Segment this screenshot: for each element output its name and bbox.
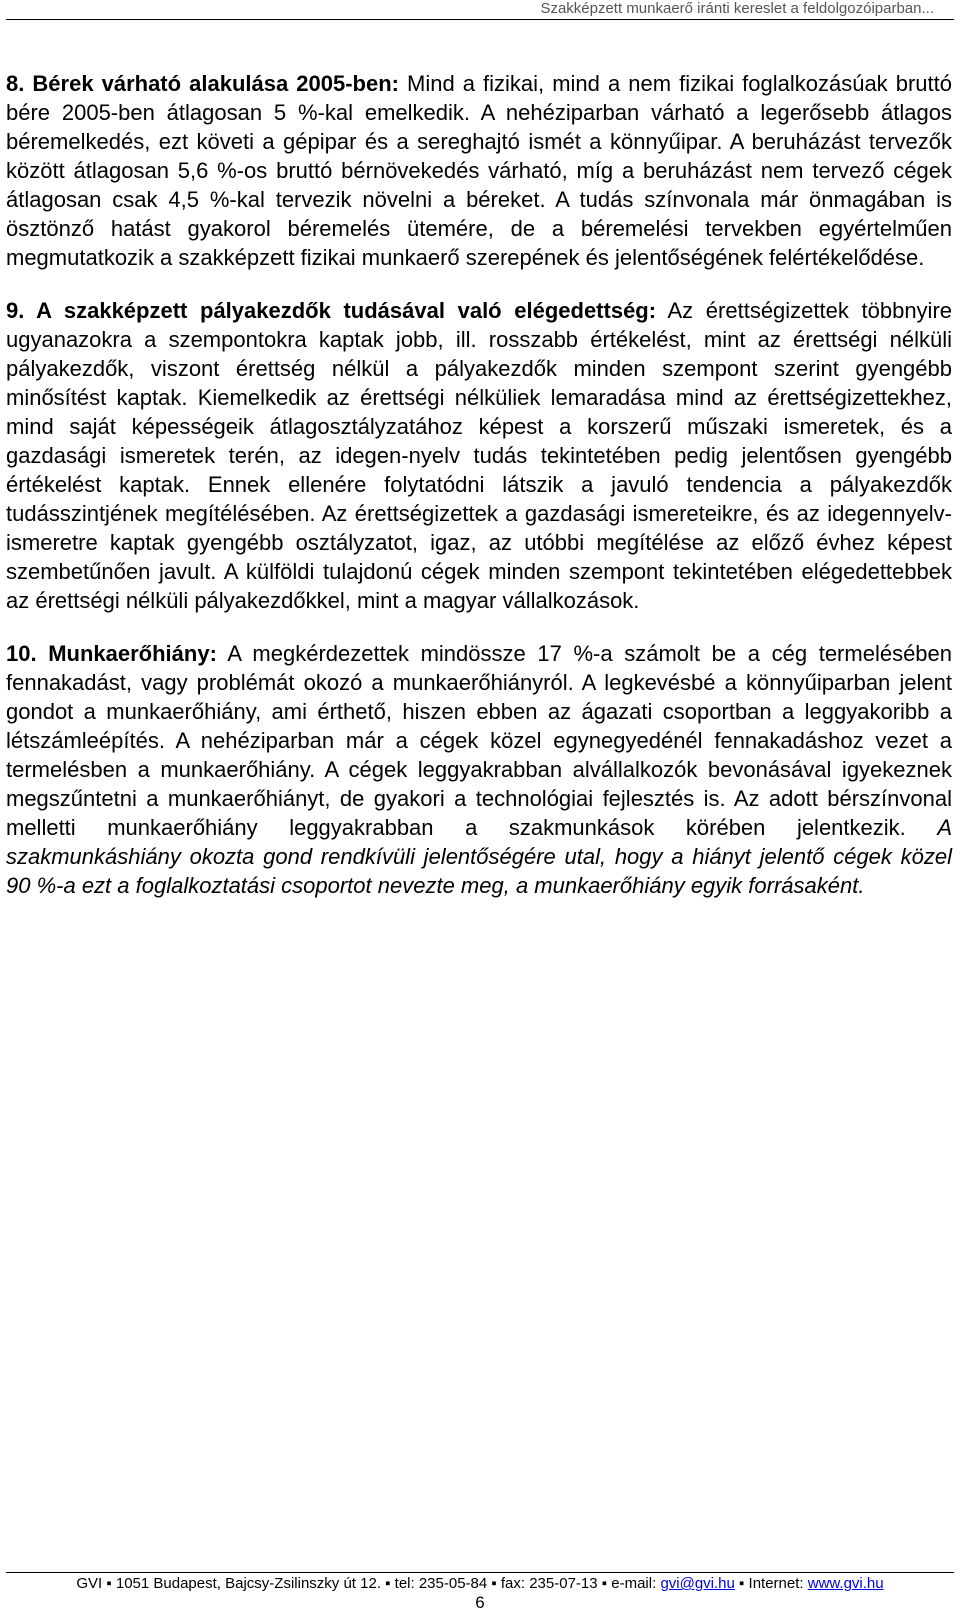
section-10-heading: 10. Munkaerőhiány: [6,641,217,666]
section-10-italic-text: A szakmunkáshiány okozta gond rendkívüli jelentőségére utal, hogy a hiányt jelentő cégek közel 90 %-a ezt a foglalkoztatási csoportot nevezte meg, a munkaerőhiány egyik forrásaként. [6,815,952,898]
section-10-paragraph [6,639,952,900]
page-number: 6 [475,1593,485,1612]
section-8-text: Mind a fizikai, mind a nem fizikai foglalkozásúak bruttó bére 2005-ben átlagosan 5 %-kal emelkedik. A nehéziparban várható a legerősebb átlagos béremelkedés, ezt követi a gépipar és a sereghajtó ismét a könnyűipar. A beruházást tervezők között átlagosan 5,6 %-os bruttó bérnövekedés várható, míg a beruházást nem tervező cégek átlagosan csak 4,5 %-kal tervezik növelni a béreket. A tudás színvonala már önmagában is ösztönző hatást gyakorol béremelés ütemére, de a béremelési tervekben egyértelműen megmutatkozik a szakképzett fizikai munkaerő szerepének és jelentőségének felértékelődése. [6,71,952,270]
running-header: Szakképzett munkaerő iránti kereslet a feldolgozóiparban... [540,0,934,17]
section-10-text: A megkérdezettek mindössze 17 %-a számolt be a cég termelésében fennakadást, vagy problémát okozó a munkaerőhiányról. A legkevésbé a könnyűiparban jelent gondot a munkaerőhiány, ami érthető, hiszen ebben az ágazati csoportban a leggyakoribb a létszámleépítés. A nehéziparban már a cégek közel egynegyedénél fennakadáshoz vezet a termelésben a munkaerőhiány. A cégek leggyakrabban alvállalkozók bevonásával igyekeznek megszűntetni a munkaerőhiányt, de gyakori a technológiai fejlesztés is. Az adott bérszínvonal melletti munkaerőhiány leggyakrabban a szakmunkások körében jelentkezik. [6,641,953,840]
footer-address: GVI ▪ 1051 Budapest, Bajcsy-Zsilinszky út 12. ▪ tel: 235-05-84 ▪ fax: 235-07-13 ▪ e-mail: [76,1575,661,1592]
section-9-heading: 9. A szakképzett pályakezdők tudásával való elégedettség: [6,298,657,323]
footer-internet-label: ▪ Internet: [734,1575,808,1592]
footer-website-link[interactable]: www.gvi.hu [807,1575,884,1592]
footer-email-link[interactable]: gvi@gvi.hu [660,1575,735,1592]
header-divider [6,19,954,20]
section-9-paragraph [6,296,952,615]
document-body [6,69,952,924]
section-9-text: Az érettségizettek többnyire ugyanazokra a szempontokra kaptak jobb, ill. rosszabb értékelést, mint az érettségi nélküli pályakezdők, viszont érettség nélkül a pályakezdők minden szempont szerint gyengébb minősítést kaptak. Kiemelkedik az érettségi nélküliek lemaradása mind az érettségizettekhez, mind saját képességeik átlagosztályzatához képest a korszerű műszaki ismeretek, és a gazdasági ismeretek terén, az idegen-nyelv tudás tekintetében pedig jelentősen gyengébb értékelést kaptak. Ennek ellenére folytatódni látszik a javuló tendencia a pályakezdők tudásszintjének megítélésében. Az érettségizettek a gazdasági ismereteikre, és az idegennyelv-ismeretre kaptak gyengébb osztályzatot, igaz, az utóbbi megítélése az előző évhez képest szembetűnően javult. A külföldi tulajdonú cégek minden szempont tekintetében elégedettebbek az érettségi nélküli pályakezdőkkel, mint a magyar vállalkozások. [6,298,953,613]
section-8-paragraph [6,69,952,272]
section-8-heading: 8. Bérek várható alakulása 2005-ben: [6,71,399,96]
footer-divider [6,1572,954,1573]
footer-contact [0,1575,960,1592]
